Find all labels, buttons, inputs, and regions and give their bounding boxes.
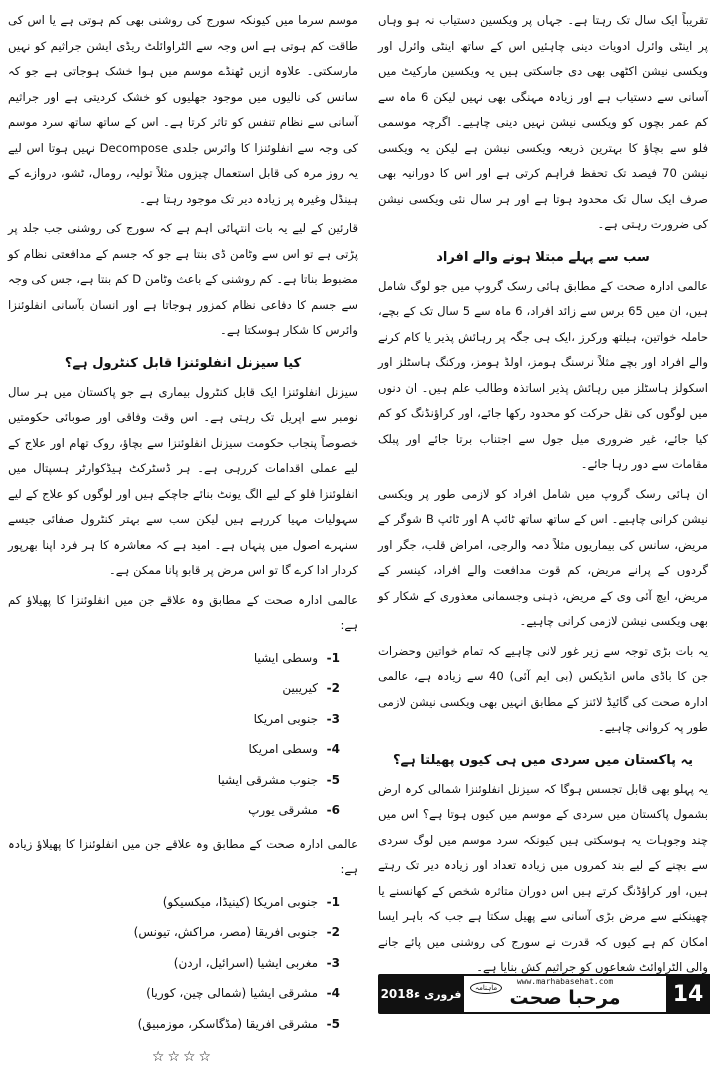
list-item: 5-مشرقی افریقا (مڈگاسکر، موزمبیق) (137, 1016, 340, 1031)
list-item: 6-مشرقی یورپ (248, 803, 340, 817)
section-heading: کیا سیزنل انفلوئنزا قابل کنٹرول ہے؟ (64, 355, 302, 371)
magazine-logo (464, 974, 666, 1014)
page-number: 14 (666, 974, 710, 1014)
paragraph: ان ہائی رسک گروپ میں شامل افراد کو لازمی طور پر ویکسی نیشن کرانی چاہیے۔ اس کے ساتھ ساتھ ٹائپ A اور ٹائپ B شوگر کے مریض، سانس کی بیماریوں مثلاً دمہ والرجی، امراض قلب، جگر اور گردوں کے پرانے مریض، کم قوت مدافعت والے افراد، کینسر کے مریض، ایچ آئی وی کے مریض، ذہنی وجسمانی معذوری کے شکار کو بھی ویکسی نیشن لازمی کرانی چاہیے۔ (378, 486, 708, 628)
section-heading: سب سے پہلے مبتلا ہونے والے افراد (436, 249, 650, 265)
list-item: 4-وسطی امریکا (248, 742, 340, 756)
paragraph: تقریباً ایک سال تک رہتا ہے۔ جہاں پر ویکسین دستیاب نہ ہو وہاں پر اینٹی وائرل ادویات دینی چاہئیں اس کے ساتھ اینٹی وائرل اور ویکسی نیشن اکٹھی بھی دی جاسکتی ہیں یہ ویکسین مارکیٹ میں آسانی سے دستیاب ہے اور زیادہ مہنگی بھی نہیں لیکن 6 ماہ سے کم عمر بچوں کو ویکسی نیشن نہیں دینی چاہیے۔ اگرچہ موسمی فلو سے بچاؤ کا بہترین ذریعہ ویکسی نیشن ہے لیکن یہ ویکسی نیشن 70 فیصد تک تحفظ فراہم کرتی ہے اور اس کا دورانیہ بھی صرف ایک سال تک محدود ہوتا ہے اور ہر سال نئی ویکسی نیشن کی ضرورت رہتی ہے۔ (378, 13, 708, 231)
list-item: 3-جنوبی امریکا (253, 711, 340, 726)
paragraph: قارئین کے لیے یہ بات انتہائی اہم ہے کہ سورج کی روشنی جب جلد پر پڑتی ہے تو اس سے وٹامن ڈی بنتا ہے جو کہ جسم کے مدافعتی نظام کو مضبوط بناتا ہے۔ کم روشنی کے باعث وٹامن D کم بنتا ہے، جس کی وجہ سے جسم کا دفاعی نظام کمزور ہوجاتا ہے اور انسان بآسانی انفلوئنزا وائرس کا شکار ہوسکتا ہے۔ (8, 221, 358, 337)
list-title: عالمی ادارہ صحت کے مطابق وہ علاقے جن میں انفلوئنزا کا پھیلاؤ کم ہے: (8, 592, 358, 632)
paragraph: یہ بات بڑی توجہ سے زیر غور لانی چاہیے کہ تمام خواتین وحضرات جن کا باڈی ماس انڈیکس (بی ایم آئی) 40 سے زیادہ ہے، عالمی ادارہ صحت کی گائیڈ لائنز کے مطابق انہیں بھی ویکسی نیشن لازمی طور پہ کروانی چاہیے۔ (378, 643, 708, 734)
paragraph: سیزنل انفلوئنزا ایک قابل کنٹرول بیماری ہے جو پاکستان میں ہر سال نومبر سے اپریل تک رہتی ہے۔ اس وقت وفاقی اور صوبائی حکومتیں خصوصاً پنجاب حکومت سیزنل انفلوئنزا سے بچاؤ، روک تھام اور علاج کے لیے عملی اقدامات کررہی ہے۔ ہر ڈسٹرکٹ ہیڈکوارٹر ہسپتال میں انفلوئنزا فلو کے لیے الگ یونٹ بنائے جاچکے ہیں اور لوگوں کو علاج کے لیے سہولیات مہیا کررہے ہیں لیکن سب سے بہتر کنٹرول صفائی جیسے سنہرے اصول میں پنہاں ہے۔ امید ہے کہ معاشرہ کا ہر فرد اپنا بھرپور کردار ادا کرے گا تو اس مرض پر قابو پانا ممکن ہے۔ (8, 384, 358, 577)
section-heading: یہ پاکستان میں سردی میں ہی کیوں پھیلتا ہے؟ (392, 752, 694, 768)
list-title: عالمی ادارہ صحت کے مطابق وہ علاقے جن میں انفلوئنزا کا پھیلاؤ زیادہ ہے: (8, 836, 358, 876)
end-stars: ☆☆☆☆ (151, 1049, 215, 1065)
issue-year: 2018ء (380, 987, 421, 1001)
low-spread-region-list (8, 643, 358, 826)
list-item: 4-مشرقی ایشیا (شمالی چین، کوریا) (146, 986, 340, 1000)
issue-month: فروری (424, 987, 462, 1001)
monthly-badge: ماہنامہ (470, 982, 502, 994)
paragraph: یہ پہلو بھی قابل تجسس ہوگا کہ سیزنل انفلوئنزا شمالی کرہ ارض بشمول پاکستان میں سردی کے موسم میں کیوں ہوتا ہے؟ اس میں چند وجوہات یہ ہوسکتی ہیں کیونکہ سرد موسم میں لوگ سردی سے بچنے کے لیے بند کمروں میں زیادہ تعداد اور زیادہ دیر تک رہتے ہیں، اور کراؤڈنگ کرتے ہیں اس دوران متاثرہ شخص کے کھانسنے یا چھینکنے سے مرض بڑی آسانی سے پھیل سکتا ہے جب کہ باہر ایسا امکان کم ہے کیوں کہ قدرت نے سورج کی روشنی میں پائے جانے والی الٹراوائٹ شعاعوں کو جراثیم کش بنایا ہے۔ (378, 781, 708, 974)
issue-date (378, 974, 464, 1014)
list-item: 1-وسطی ایشیا (253, 650, 340, 665)
list-item: 2-جنوبی افریقا (مصر، مراکش، تیونس) (133, 925, 340, 939)
right-column (378, 8, 708, 985)
magazine-name: مرحبا صحت (509, 987, 621, 1009)
list-item: 3-مغربی ایشیا (اسرائیل، اردن) (173, 955, 340, 970)
list-item: 5-جنوب مشرقی ایشیا (217, 772, 340, 787)
list-item: 1-جنوبی امریکا (کینیڈا، میکسیکو) (162, 894, 340, 909)
paragraph: موسم سرما میں کیونکہ سورج کی روشنی بھی کم ہوتی ہے یا اس کی طاقت کم ہوتی ہے اس وجہ سے الٹراوائلٹ ریڈی ایشن جراثیم کو نہیں مارسکتی۔ علاوہ ازیں ٹھنڈے موسم میں ہوا خشک ہوجاتی ہے جو کہ سانس کی نالیوں میں موجود جھلیوں کو خشک کردیتی ہے اور جراثیم آسانی سے نظام تنفس کو تاثر کرتا ہے۔ اس کے ساتھ ساتھ سرد موسم کی وجہ سے انفلوئنزا کا وائرس جلدی Decompose نہیں ہوتا اس لیے یہ روز مرہ کی قابل استعمال چیزوں مثلاً تولیہ، رومال، ٹشو، دروازے کے ہینڈل وغیرہ پر زیادہ دیر تک موجود رہتا ہے۔ (8, 13, 359, 206)
list-item: 2-کیریبین (282, 681, 340, 695)
paragraph: عالمی ادارہ صحت کے مطابق ہائی رسک گروپ میں جو لوگ شامل ہیں، ان میں 65 برس سے زائد افراد، 6 ماہ سے 5 سال تک کے بچے، حاملہ خواتین، ہیلتھ ورکرز ،ایک ہی جگہ پر رہائش پذیر یا کام کرنے والے افراد اور بچے مثلاً نرسنگ ہومز، اولڈ ہومز، ورکنگ ہاسٹلز اور اسکولز ہاسٹلز میں رہائش پذیر اساتذہ وطالب علم ہیں۔ ان دنوں میں لوگوں کی نقل حرکت کو محدود رکھا جائے، اور کراؤنڈنگ کو کم کیا جائے، غیر ضروری میل جول سے اجتناب برتا جائے اور پبلک مقامات سے دور رہا جائے۔ (378, 278, 708, 471)
website-url: www.marhabasehat.com (516, 977, 614, 986)
left-column (8, 8, 358, 1071)
high-spread-region-list (8, 887, 358, 1040)
footer-masthead (378, 974, 710, 1014)
